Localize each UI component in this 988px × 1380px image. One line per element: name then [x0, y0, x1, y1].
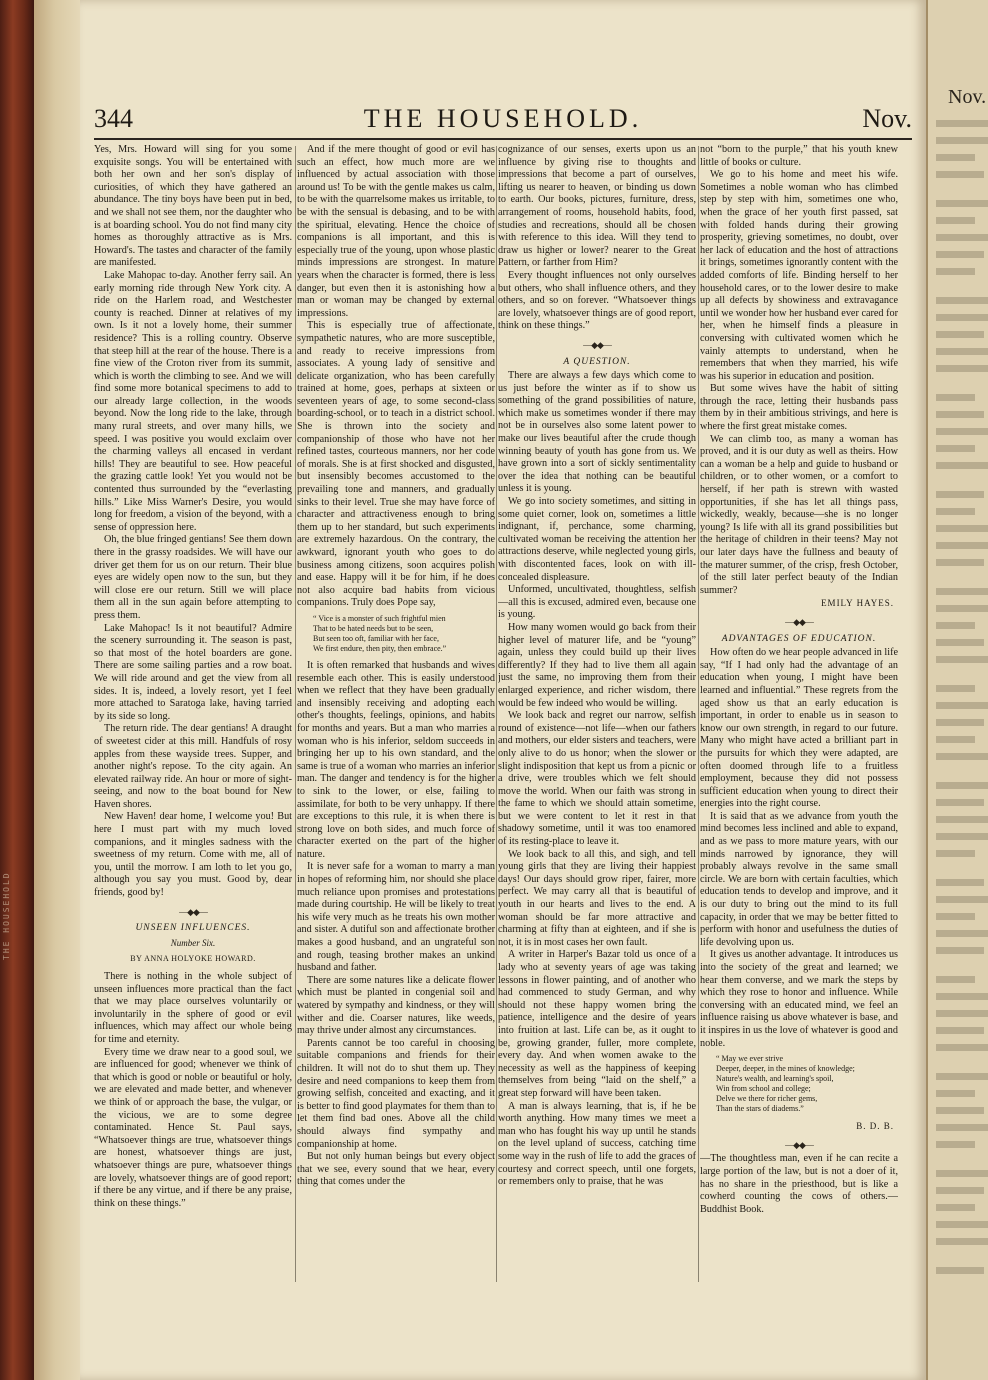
paragraph: not “born to the purple,” that his youth knew little of books or culture.	[700, 144, 898, 168]
section-ornament: —◆◆—	[785, 1139, 813, 1150]
adjacent-text-line	[936, 348, 988, 355]
paragraph: Lake Mahopac! Is it not beautiful? Admire the scenery surrounding it. The season is past, so that most of the hotel boarders are gone. There are some sailing parties and a row boat. We will ride around and get the view from all sides. It is, indeed, a lovely resort, yet I feel more attached to Saratoga lake, having tarried by its side so long.	[94, 622, 292, 722]
paragraph: We go into society sometimes, and sitting in some quiet corner, look on, sometimes a little indignant, if, perchance, some charming, cultivated woman be receiving the attention her attractions deserve, while neglected young girls, with discontented faces, look on with ill-concealed displeasure.	[498, 496, 696, 583]
column-4	[700, 144, 898, 1284]
column-2	[297, 144, 495, 1284]
adjacent-text-line	[936, 976, 975, 983]
paragraph: There is nothing in the whole subject of unseen influences more practical than the fact that we may place ourselves voluntarily or involuntarily in the sphere of good or evil influences, which may affect our whole being for time and eternity.	[94, 971, 292, 1045]
adjacent-page-text	[936, 110, 988, 1360]
adjacent-text-line	[936, 879, 984, 886]
adjacent-text-line	[936, 588, 988, 595]
adjacent-text-line	[936, 314, 988, 321]
section-ornament: —◆◆—	[583, 339, 611, 350]
paragraph: It is never safe for a woman to marry a man in hopes of reforming him, nor should she place much reliance upon promises and protestations made during courtship. He will be likely to treat his wife very much as he treats his own mother and sister. A dutiful son and affectionate brother makes a good husband, and an ungrateful son and rough, teasing brother makes an unkind husband and father.	[297, 861, 495, 974]
adjacent-text-line	[936, 251, 984, 258]
adjacent-text-line	[936, 1090, 975, 1097]
poem-line: But seen too oft, familiar with her face,	[313, 633, 439, 643]
adjacent-text-line	[936, 171, 984, 178]
poem-line: Than the stars of diadems.”	[716, 1104, 804, 1114]
adjacent-text-line	[936, 394, 975, 401]
adjacent-text-line	[936, 1267, 984, 1274]
adjacent-text-line	[936, 1141, 975, 1148]
paragraph: It is said that as we advance from youth the mind becomes less inclined and able to expand, and as we pass to more mature years, with our minds narrowed by ignorance, they will probably always revolve in the same small circle. We are born with certain faculties, which education tends to develop and improve, and it is our duty to bring out the mind to its full capacity, in order that we may be better fitted to perform with honor and usefulness the duties of life devolving upon us.	[700, 810, 898, 948]
adjacent-text-line	[936, 137, 988, 144]
adjacent-text-line	[936, 200, 988, 207]
section-ornament: —◆◆—	[179, 906, 207, 917]
paragraph: The return ride. The dear gentians! A draught of sweetest cider at this mill. Handfuls of rosy apples from these wayside trees. Supper, and another night's repose. To the city again. An elevated railway ride. An hour or more of sight-seeing, and now to the boat bound for New Haven shores.	[94, 723, 292, 810]
adjacent-text-line	[936, 605, 988, 612]
adjacent-text-line	[936, 217, 975, 224]
poem-line: Deeper, deeper, in the mines of knowledge;	[716, 1064, 855, 1074]
adjacent-text-line	[936, 1170, 988, 1177]
paragraph: —The thoughtless man, even if he can recite a large portion of the law, but is not a doer of it, has no share in the priesthood, but is like a cowherd counting the cows of others.—Buddhist Book.	[700, 1153, 898, 1215]
article-title: ADVANTAGES OF EDUCATION.	[721, 633, 877, 644]
adjacent-text-line	[936, 993, 988, 1000]
adjacent-text-line	[936, 120, 988, 127]
adjacent-text-line	[936, 1073, 988, 1080]
journal-title: THE HOUSEHOLD.	[363, 104, 643, 133]
adjacent-text-line	[936, 1027, 984, 1034]
masthead	[94, 104, 912, 138]
adjacent-text-line	[936, 896, 988, 903]
paragraph: Parents cannot be too careful in choosing suitable companions and friends for their children. It will not do to shut them up. They desire and need companions to keep them from growing selfish, conceited and exacting, and it is better to find good playmates for them than to let them find bad ones. Above all the child should always find sympathy and companionship at home.	[297, 1037, 495, 1150]
poem-line: That to be hated needs but to be seen,	[313, 623, 434, 633]
paragraph: Yes, Mrs. Howard will sing for you some exquisite songs. You will be entertained with both her own and her son's display of curiosities, of which they have gathered an abundance. The tiny boys have been put in bed, and we shall not see them, nor the daughter who is at boarding school. You do not find many city homes as thoroughly attractive as is Mrs. Howard's. The tastes and character of the family are manifested.	[94, 144, 292, 269]
paragraph: And if the mere thought of good or evil has such an effect, how much more are we influenced by actual association with those around us! To be with the gentle makes us calm, to be with the quarrelsome makes us irritable, to be with the sensual is debasing, and to be with the spiritual, elevating. Hence the choice of companions is all important, and this is especially true of the young, upon whose plastic minds impressions are strongest. In mature years when the character is formed, there is less danger, but even then it is astonishing how a man or woman may be changed by external impressions.	[297, 144, 495, 319]
paragraph: There are some natures like a delicate flower which must be planted in congenial soil and watered by sympathy and kindness, or they will wither and die. Coarser natures, like weeds, may thrive under almost any circumstances.	[297, 974, 495, 1037]
column-divider	[698, 146, 699, 1282]
paragraph: How many women would go back from their higher level of maturer life, and be “young” again, unless they could build up their lives differently? If they had to live them all again just the same, no improving them from their enlarged experience, and richer wisdom, there would be few indeed who would be willing.	[498, 621, 696, 709]
paragraph: It is often remarked that husbands and wives resemble each other. This is easily understood when we reflect that they have been gradually and insensibly receiving and adopting each other's thoughts, feelings, opinions, and habits for months and years. But a man who marries a woman who is his inferior, seldom succeeds in bringing her up to his own standard, and the same is true of a woman who marries an inferior man. The danger and tendency is for the higher to sink to the lower, or else, failing to assimilate, for both to be very unhappy. If there are exceptions to this rule, it is when there is strong love on both sides, and much force of character exerted on the part of the higher nature.	[297, 659, 495, 860]
adjacent-text-line	[936, 1238, 988, 1245]
paragraph: But some wives have the habit of sitting through the race, letting their husbands pass them by in their ambitious strivings, and here is where the first great mistake comes.	[700, 383, 898, 433]
adjacent-text-line	[936, 559, 984, 566]
paragraph: It gives us another advantage. It introduces us into the society of the great and learned; we hear them converse, and we mark the steps by which they rose to honor and influence. While conversing with an educated mind, we feel an influence raising us above whatever is base, and it inspires in us the love of whatever is good and noble.	[700, 949, 898, 1049]
poem-line: We first endure, then pity, then embrace.”	[313, 643, 447, 653]
poem-quote	[313, 614, 495, 654]
adjacent-text-line	[936, 462, 988, 469]
column-divider	[496, 146, 497, 1282]
paragraph: A writer in Harper's Bazar told us once of a lady who at seventy years of age was taking lessons in flower painting, and of another who had commenced to study German, and why should not these happy women bring the patience, intelligence and the desire of years into fruition at last. Life can be, as it ought to be, growing grander, fuller, more complete, every day. And when women awake to the necessity as well as the happiness of keeping themselves from being “laid on the shelf,” a great step forward will have been taken.	[498, 949, 696, 1099]
column-1	[94, 144, 292, 1284]
adjacent-text-line	[936, 719, 984, 726]
column-divider	[295, 146, 296, 1282]
article-subtitle: Number Six.	[170, 937, 216, 948]
paragraph: Every time we draw near to a good soul, we are influenced for good; whenever we think of that which is good or noble or beautiful or holy, we are elevated and made better, and whenever we think of or approach the base, the vulgar, or the vicious, we are to some degree contaminated. Hence St. Paul says, “Whatsoever things are true, whatsoever things are honest, whatsoever things are just, whatsoever things are pure, whatsoever things are lovely, whatsoever things are of good report; if there be any virtue, and if there be any praise, think on these things.”	[94, 1046, 292, 1209]
issue-month: Nov.	[862, 104, 912, 133]
adjacent-text-line	[936, 491, 984, 498]
paragraph: We look back and regret our narrow, selfish round of existence—not life—when our fathers and mothers, our elder sisters and teachers, were only alive to do us honor; when the slower or slight indisposition that kept us from a picnic or a drive, were troubles which we felt should move the world. When our faith was strong in the fame to which we should attain sometime, but we were content to let it rest in that shadowy sometime, until it was too enamored of its resting-place to leave it.	[498, 710, 696, 848]
author-signature: B. D. B.	[856, 1121, 894, 1132]
poem-line: “ Vice is a monster of such frightful mien	[313, 613, 446, 623]
adjacent-text-line	[936, 736, 975, 743]
adjacent-text-line	[936, 428, 988, 435]
page	[80, 0, 926, 1380]
adjacent-text-line	[936, 913, 975, 920]
poem-line: Delve we there for richer gems,	[716, 1094, 818, 1104]
adjacent-text-line	[936, 639, 984, 646]
paragraph: But not only human beings but every object that we see, every sound that we hear, every thing that comes under the	[297, 1151, 495, 1188]
poem-line: Nature's wealth, and learning's spoil,	[716, 1074, 834, 1084]
adjacent-text-line	[936, 930, 988, 937]
article-title: A QUESTION.	[563, 356, 631, 367]
paragraph: We go to his home and meet his wife. Sometimes a noble woman who has climbed step by step with him, sometimes one who, when the grace of her youth first passed, sat with folded hands during their growing prosperity, grieving sometimes, no doubt, over her lack of education and the host of attractions it brings, sometimes ignorantly content with the added comforts of life. Binding herself to her household cares, or to the lower desire to make up all defects by showiness and extravagance until we wonder how her husband ever cared for her, when he himself finds a pleasure in conversing with cultivated women which he vainly attempts to understand, when he remembers that when they married, his wife was his superior in education and position.	[700, 169, 898, 382]
section-ornament: —◆◆—	[785, 616, 813, 627]
article-byline: BY ANNA HOLYOKE HOWARD.	[130, 954, 256, 964]
adjacent-text-line	[936, 816, 988, 823]
adjacent-text-line	[936, 1221, 988, 1228]
adjacent-text-line	[936, 1124, 988, 1131]
author-signature: EMILY HAYES.	[821, 598, 894, 609]
poem-quote	[716, 1054, 898, 1114]
adjacent-text-line	[936, 1010, 988, 1017]
adjacent-text-line	[936, 297, 988, 304]
adjacent-text-line	[936, 542, 988, 549]
paragraph: Every thought influences not only ourselves but others, who shall influence others, and they others, and so on forever. “Whatsoever things are lovely, whatsoever things are of good report, think on these things.”	[498, 269, 696, 332]
adjacent-page-header: Nov.	[948, 86, 987, 108]
adjacent-text-line	[936, 799, 984, 806]
adjacent-text-line	[936, 1044, 988, 1051]
adjacent-text-line	[936, 1204, 975, 1211]
paragraph: How often do we hear people advanced in life say, “If I had only had the advantage of an education when young, I might have been learned and influential.” These regrets from the aged show us that an early education is important, in order to enable us in season to know our own strength, in regard to our future. Many who might have acted a brilliant part in the pursuits for which they were adapted, are often doomed through life to a fruitless employment, because they did not possess sufficient education when young to direct their energies into the right course.	[700, 647, 898, 810]
poem-line: “ May we ever strive	[716, 1054, 784, 1064]
adjacent-text-line	[936, 622, 975, 629]
adjacent-text-line	[936, 365, 988, 372]
paragraph: New Haven! dear home, I welcome you! But here I must part with my much loved companions, and it mingles sadness with the sweetness of my return. Come with me, all of you, until the morrow. I am loth to let you go, although you say you must. Good by, dear friends, good by!	[94, 811, 292, 899]
article-title: UNSEEN INFLUENCES.	[135, 923, 251, 934]
adjacent-text-line	[936, 1187, 984, 1194]
adjacent-text-line	[936, 508, 975, 515]
header-rule	[94, 138, 912, 140]
adjacent-text-line	[936, 947, 984, 954]
paragraph: Oh, the blue fringed gentians! See them down there in the grassy roadsides. We will have our driver get them for us on our return. Their blue eyes are widely open now to the sun, but they will close ere our return. Still we will place them all in the sun again before attempting to press them.	[94, 534, 292, 621]
adjacent-text-line	[936, 234, 988, 241]
adjacent-text-line	[936, 782, 988, 789]
adjacent-text-line	[936, 685, 975, 692]
adjacent-text-line	[936, 702, 988, 709]
paragraph: There are always a few days which come to us just before the winter as if to show us something of the grand possibilities of nature, which make us sometimes wonder if there may not be in ourselves also some latent power to make our lives beautiful after the crude though winning beauty of youth has gone from us. We have grown into a sort of sickly sentimentality over the idea that nothing can be beautiful unless it is young.	[498, 370, 696, 495]
adjacent-text-line	[936, 411, 984, 418]
page-number: 344	[94, 104, 133, 133]
book-spine	[0, 0, 34, 1380]
adjacent-text-line	[936, 445, 975, 452]
paragraph: Unformed, uncultivated, thoughtless, selfish—all this is excused, admired even, because one is young.	[498, 584, 696, 621]
adjacent-text-line	[936, 753, 988, 760]
adjacent-text-line	[936, 268, 975, 275]
poem-line: Win from school and college;	[716, 1084, 811, 1094]
adjacent-page-edge	[926, 0, 988, 1380]
page-gutter	[34, 0, 80, 1380]
paragraph: Lake Mahopac to-day. Another ferry sail. An early morning ride through New York city. A ride on the Harlem road, and Westchester county is reached. Dinner at relatives of my own. Is it not a lovely home, their summer residence? This is a rolling country. Observe that steep hill at the rear of the house. There is a fine view of the Croton river from its summit, which is worth the climbing to see. And we will find some more botanical specimens to add to our already large collection, in the woods beyond. Now the long ride to the lake, through many rural streets, and over many hills, we speed. I was positive you would exclaim over the charming valleys all encased in verdant hills! They are beautiful to see. How peaceful the grazing cattle look! Yet you would not be contented thus surrounded by the “everlasting hills.” Like Miss Warner's Desire, you would long for freedom, a vision of the beyond, with a sense of oppression here.	[94, 269, 292, 533]
adjacent-text-line	[936, 154, 975, 161]
column-3	[498, 144, 696, 1284]
paragraph: cognizance of our senses, exerts upon us an influence by giving rise to thoughts and impressions that become a part of ourselves, lifting us nearer to heaven, or binding us down to earth. Our books, pictures, furniture, dress, arrangement of rooms, household habits, food, studies and recreations, should all be chosen with reference to this idea. Will they tend to draw us higher or lower? nearer to the Great Pattern, or farther from Him?	[498, 144, 696, 269]
paragraph: This is especially true of affectionate, sympathetic natures, who are more susceptible, and ready to receive impressions from associates. A young lady of sensitive and delicate organization, who has been carefully trained at home, goes, perhaps at sixteen or seventeen years of age, to some second-class boarding-school, or to teach in a district school. She is thrown into the society and companionship of those who have not her refined tastes, courteous manners, nor her code of morals. She is at first shocked and disgusted, but insensibly becomes accustomed to the prevailing tone and manners, and gradually sinks to their level. True she may have force of character and attractiveness enough to bring them up to her standard, but such experiments are extremely hazardous. On the contrary, the awkward, ignorant youth who goes to do business among citizens, soon acquires polish and ease. Happy will it be for him, if he does not also acquire bad habits from vicious companions. Truly does Pope say,	[297, 320, 495, 609]
adjacent-text-line	[936, 850, 975, 857]
adjacent-text-line	[936, 525, 988, 532]
paragraph: A man is always learning, that is, if he be worth anything. How many times we meet a man who has fought his way up until he stands on the level upland of success, catching time some way in the rush of life to add the graces of courtesy and correct speech, until one forgets, or remembers only to praise, that he was	[498, 1100, 696, 1188]
adjacent-text-line	[936, 656, 988, 663]
adjacent-text-line	[936, 833, 988, 840]
paragraph: We look back to all this, and sigh, and tell young girls that they are living their happiest days! Our days should grow riper, fairer, more perfect. We may carry all that is beautiful of youth in our hearts and lives to the end. A woman should be far more attractive and charming at fifty than at eighteen, and if she is not, it is in most cases her own fault.	[498, 848, 696, 948]
adjacent-text-line	[936, 331, 984, 338]
spine-text: THE HOUSEHOLD	[2, 871, 11, 960]
adjacent-text-line	[936, 1107, 984, 1114]
paragraph: We can climb too, as many a woman has proved, and it is our duty as well as theirs. How can a woman be a help and guide to husband or children, or to other women, or a comfort to herself, if her path is strewn with wasted opportunities, if she has let all things pass, wickedly, weakly, because—she is no longer young? Is life with all its grand possibilities but the heritage of children in their teens? May not our later days have the fullness and beauty of the maturer summer, of the crisp, fresh October, of the still later perfect beauty of the Indian summer?	[700, 433, 898, 596]
